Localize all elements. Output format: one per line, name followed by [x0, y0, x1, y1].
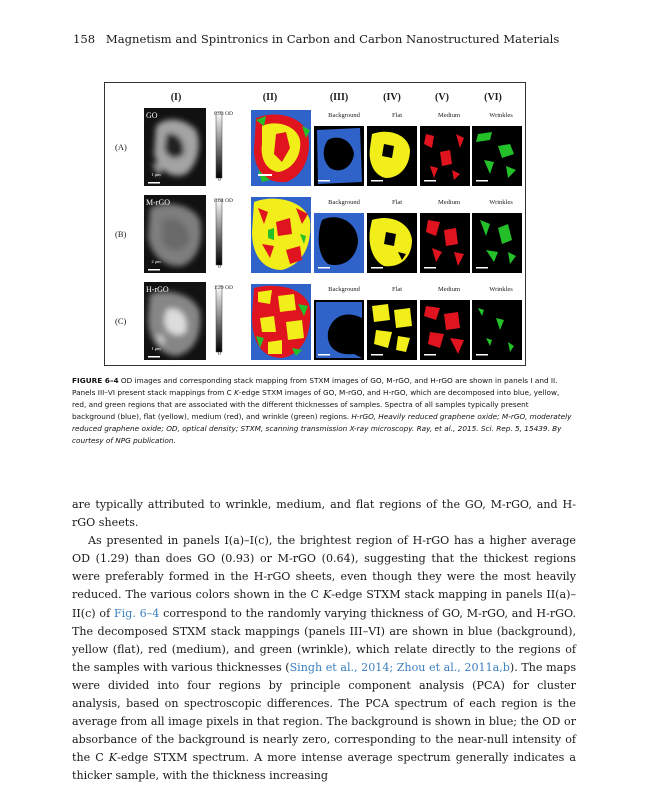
column-header: (IV)	[383, 92, 401, 103]
sublabel-medium: Medium	[437, 286, 461, 293]
medium-map-mrgo	[420, 213, 470, 273]
column-header: (III)	[329, 92, 349, 103]
paragraph: are typically attributed to wrinkle, medium, and flat regions of the GO, M-rGO, and H-rGO sheets.	[72, 498, 576, 530]
od-colorbar	[216, 286, 222, 352]
sublabel-medium: Medium	[437, 199, 461, 206]
wrinkle-map-mrgo	[472, 213, 522, 273]
sublabel-medium: Medium	[437, 112, 461, 119]
row-header: (A)	[115, 142, 127, 152]
citation-link[interactable]: Singh et al., 2014; Zhou et al., 2011a,b	[289, 660, 510, 674]
page-number: 158	[73, 32, 96, 46]
paragraph: As presented in panels I(a)–I(c), the brightest region of H-rGO has a higher average OD (1.29) than does GO (0.93) or M-rGO (0.64), suggesting that the thickest regions were preferably formed in the H-rGO sheets, even though they were the most heavily reduced. The various colors shown in the C K-edge STXM stack mapping in panels II(a)–II(c) of Fig. 6–4 correspond to the randomly varying thickness of GO, M-rGO, and H-rGO. The decomposed STXM stack mappings (panels III–VI) are shown in blue (background), yellow (flat), red (medium), and green (wrinkle), which relate directly to the regions of the samples with various thicknesses (Singh et al., 2014; Zhou et al., 2011a,b). The maps were divided into four regions by principle component analysis (PCA) for cluster analysis, based on spectroscopic differences. The PCA spectrum of each region is the average from all image pixels in that region. The background is shown in blue; the OD or absorbance of the background is nearly zero, corresponding to the near-null intensity of the C K-edge STXM spectrum. A more intense average spectrum generally indicates a thicker sample, with the thickness increasing	[72, 534, 577, 783]
column-header: (V)	[435, 92, 449, 103]
running-header	[73, 32, 559, 46]
row-header: (C)	[115, 316, 127, 326]
sublabel-wrinkles: Wrinkles	[489, 199, 513, 206]
od-max-label: 1.29 OD	[214, 285, 233, 291]
sublabel-flat: Flat	[391, 112, 403, 119]
sublabel-background: Background	[328, 199, 360, 206]
scale-label: 2 μm	[151, 259, 161, 264]
sublabel-background: Background	[328, 112, 360, 119]
column-header: (II)	[262, 92, 278, 103]
od-max-label: 0.64 OD	[214, 198, 233, 204]
sublabel-flat: Flat	[391, 199, 403, 206]
column-header: (I)	[170, 92, 182, 103]
figure-link[interactable]: Fig. 6–4	[114, 606, 160, 620]
od-colorbar	[216, 112, 222, 178]
sublabel-background: Background	[328, 286, 360, 293]
sample-label: M-rGO	[146, 198, 170, 207]
od-colorbar	[216, 199, 222, 265]
od-min-label: 0	[218, 351, 221, 357]
sample-label: H-rGO	[146, 285, 169, 294]
column-header: (VI)	[484, 92, 502, 103]
body-text	[72, 496, 576, 786]
figure-caption: FIGURE 6–4 OD images and corresponding stack mapping from STXM images of GO, M-rGO, and H-rGO are shown in panels I and II. Panels III–VI present stack mappings from C K-edge STXM images of GO, M-rGO, and H-rGO, which are decomposed into blue, yellow, red, and green regions that are associated with the different thicknesses of samples. Spectra of all samples typically present background (blue), flat (yellow), medium (red), and wrinkle (green) regions. H-rGO, Heavily reduced graphene oxide; M-rGO, moderately reduced graphene oxide; OD, optical density; STXM, scanning transmission X-ray microscopy. Ray, et al., 2015. Sci. Rep. 5, 15439. By courtesy of NPG publication.	[72, 376, 572, 445]
sublabel-flat: Flat	[391, 286, 403, 293]
row-c	[144, 282, 522, 360]
caption-abbreviations: H-rGO, Heavily reduced graphene oxide; M-rGO, moderately reduced graphene oxide; OD, optical density; STXM, scanning transmission X-ray microscopy. Ray, et al., 2015. Sci. Rep. 5, 15439. By courtesy of NPG publication.	[72, 411, 572, 445]
running-title: Magnetism and Spintronics in Carbon and Carbon Nanostructured Materials	[105, 32, 560, 46]
scale-label: 1 μm	[151, 346, 161, 351]
stxm-figure-panels	[106, 104, 522, 362]
od-min-label: 0	[218, 264, 221, 270]
row-b	[144, 195, 522, 273]
caption-label: FIGURE 6–4	[72, 376, 119, 385]
scale-label: 1 μm	[151, 172, 161, 177]
row-a	[144, 108, 522, 186]
sample-label: GO	[146, 111, 158, 120]
sublabel-wrinkles: Wrinkles	[489, 112, 513, 119]
od-max-label: 0.93 OD	[214, 111, 233, 117]
sublabel-wrinkles: Wrinkles	[489, 286, 513, 293]
od-min-label: 0	[218, 177, 221, 183]
row-header: (B)	[115, 229, 127, 239]
